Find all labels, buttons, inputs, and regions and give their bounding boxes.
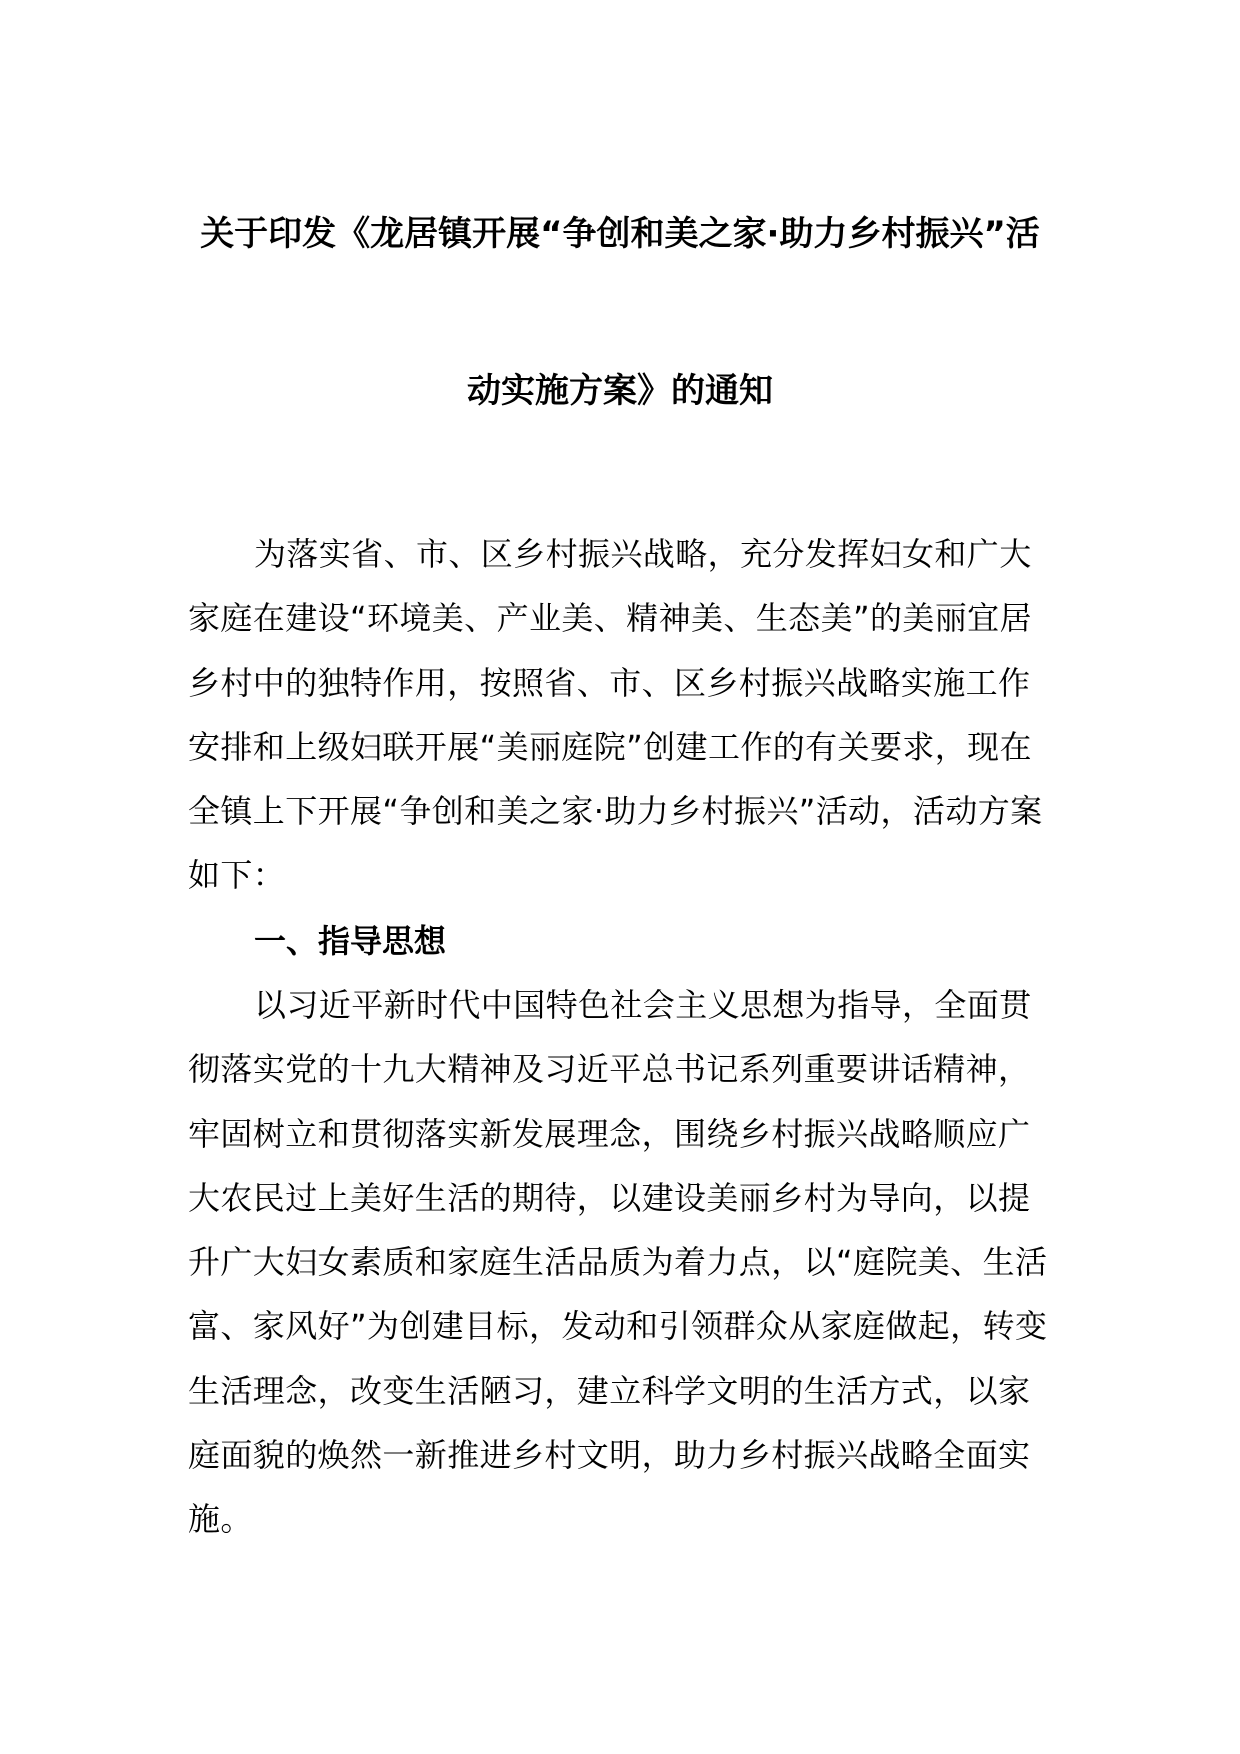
- guiding-ideology-paragraph: 以习近平新时代中国特色社会主义思想为指导，全面贯彻落实党的十九大精神及习近平总书记系列重要讲话精神，牢固树立和贯彻落实新发展理念，围绕乡村振兴战略顺应广大农民过上美好生活的期待，以建设美丽乡村为导向，以提升广大妇女素质和家庭生活品质为着力点，以“庭院美、生活富、家风好”为创建目标，发动和引领群众从家庭做起，转变生活理念，改变生活陋习，建立科学文明的生活方式，以家庭面貌的焕然一新推进乡村文明，助力乡村振兴战略全面实施。: [188, 986, 1048, 1539]
- intro-paragraph: 为落实省、市、区乡村振兴战略，充分发挥妇女和广大家庭在建设“环境美、产业美、精神美、生态美”的美丽宜居乡村中的独特作用，按照省、市、区乡村振兴战略实施工作安排和上级妇联开展“美丽庭院”创建工作的有关要求，现在全镇上下开展“争创和美之家·助力乡村振兴”活动，活动方案如下：: [188, 535, 1043, 895]
- document-title-line-2: 动实施方案》的通知: [467, 371, 773, 411]
- section-heading-guiding-ideology: 一、指导思想: [254, 922, 447, 960]
- document-title-line-1: 关于印发《龙居镇开展“争创和美之家·助力乡村振兴”活: [200, 214, 1040, 254]
